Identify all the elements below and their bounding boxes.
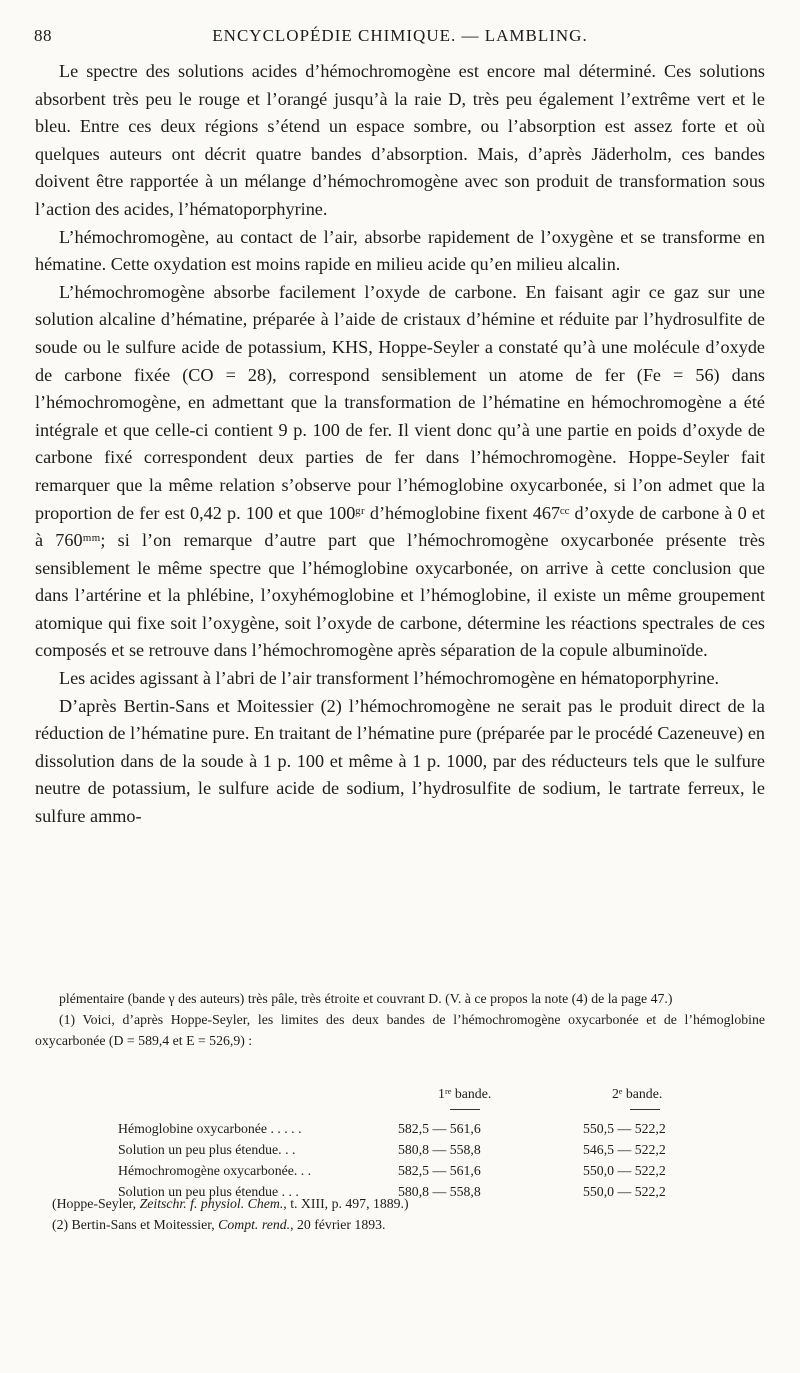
references	[52, 1193, 752, 1235]
reference-text: , 20 février 1893.	[290, 1217, 386, 1232]
row-label: Solution un peu plus étendue. . .	[118, 1142, 296, 1157]
band-2-value: 546,5 — 522,2	[583, 1142, 666, 1157]
page-number: 88	[34, 26, 52, 45]
header-rules	[118, 1104, 718, 1118]
header-rule	[630, 1109, 660, 1110]
row-label: Hémoglobine oxycarbonée . . . . .	[118, 1121, 302, 1136]
journal-title: Compt. rend.	[218, 1217, 291, 1232]
band-1-value: 582,5 — 561,6	[398, 1121, 481, 1136]
band-1-value: 582,5 — 561,6	[398, 1163, 481, 1178]
table-row	[118, 1139, 718, 1160]
column-header-band-2: 2ᵉ bande.	[612, 1086, 663, 1101]
band-2-value: 550,0 — 522,2	[583, 1184, 666, 1199]
header-rule	[450, 1109, 480, 1110]
running-title: ENCYCLOPÉDIE CHIMIQUE. — LAMBLING.	[212, 26, 588, 45]
table-row	[118, 1160, 718, 1181]
reference-text: (Hoppe-Seyler,	[52, 1196, 140, 1211]
paragraph: D’après Bertin-Sans et Moitessier (2) l’hémochromogène ne serait pas le produit direct de la réduction de l’hématine pure. En traitant de l’hématine pure (préparée par le procédé Cazeneuve) en dissolution dans de la soude à 1 p. 100 et même à 1 p. 1000, par des réducteurs tels que le sulfure neutre de potassium, le sulfure acide de sodium, l’hydrosulfite de sodium, le tartrate ferreux, le sulfure ammo-	[35, 695, 765, 827]
footnote-continuation: plémentaire (bande γ des auteurs) très pâle, très étroite et couvrant D. (V. à ce propos la note (4) de la page 47.)	[59, 991, 673, 1006]
footnotes	[35, 988, 765, 1051]
row-label: Hémochromogène oxycarbonée. . .	[118, 1163, 312, 1178]
paragraph: Les acides agissant à l’abri de l’air transforment l’hémochromogène en hématoporphyrine.	[59, 668, 720, 689]
band-limits-table	[118, 1083, 718, 1202]
footnote-1: (1) Voici, d’après Hoppe-Seyler, les limites des deux bandes de l’hémochromogène oxycarbonée et de l’hémoglobine oxycarbonée (D = 589,4 et E = 526,9) :	[35, 1012, 765, 1048]
band-2-value: 550,5 — 522,2	[583, 1121, 666, 1136]
table-row	[118, 1118, 718, 1139]
column-header-band-1: 1ʳᵉ bande.	[438, 1086, 492, 1101]
body-text	[35, 58, 765, 831]
page-header	[34, 26, 766, 52]
band-1-value: 580,8 — 558,8	[398, 1184, 481, 1199]
reference-text: (2) Bertin-Sans et Moitessier,	[52, 1217, 219, 1232]
paragraph: L’hémochromogène absorbe facilement l’oxyde de carbone. En faisant agir ce gaz sur une solution alcaline d’hématine, préparée à l’aide de cristaux d’hémine et réduite par l’hydrosulfite de soude ou le sulfure acide de potassium, KHS, Hoppe-Seyler a constaté qu’à une molécule d’oxyde de carbone fixée (CO = 28), correspond sensiblement un atome de fer (Fe = 56) dans l’hémochromogène, en admettant que la transformation de l’hématine en hémochromogène a été intégrale et que celle-ci contient 9 p. 100 de fer. Il vient donc qu’à une partie en poids d’oxyde de carbone fixé correspondent deux parties de fer dans l’hémochromogène. Hoppe-Seyler fait remarquer que la même relation s’observe pour l’hémoglobine oxycarbonée, si l’on admet que la proportion de fer est 0,42 p. 100 et que 100ᵍʳ d’hémoglobine fixent 467ᶜᶜ d’oxyde de carbone à 0 et à 760ᵐᵐ; si l’on remarque d’autre part que l’hémochromogène oxycarbonée présente très sensiblement le même spectre que l’hémoglobine oxycarbonée, on arrive à cette conclusion que dans l’artérine et la phlébine, l’oxyhémoglobine et l’hémoglobine, il existe un même groupement atomique qui fixe soit l’oxygène, soit l’oxyde de carbone, détermine les réactions spectrales de ces composés et se retrouve dans l’hémochromogène après séparation de la copule albuminoïde.	[35, 281, 765, 661]
row-label: Solution un peu plus étendue . . .	[118, 1184, 299, 1199]
reference-text: , t. XIII, p. 497, 1889.)	[283, 1196, 409, 1211]
paragraph: Le spectre des solutions acides d’hémochromogène est encore mal déterminé. Ces solutions absorbent très peu le rouge et l’orangé jusqu’à la raie D, très peu également l’extrême vert et le bleu. Entre ces deux régions s’étend un espace sombre, ou l’absorption est assez forte et où quelques auteurs ont décrit quatre bandes d’absorption. Mais, d’après Jäderholm, ces bandes doivent être rapportée à un mélange d’hémochromogène avec son produit de transformation sous l’action des acides, l’hématoporphyrine.	[35, 61, 765, 219]
paragraph: L’hémochromogène, au contact de l’air, absorbe rapidement de l’oxygène et se transforme en hématine. Cette oxydation est moins rapide en milieu acide qu’en milieu alcalin.	[35, 226, 765, 275]
band-2-value: 550,0 — 522,2	[583, 1163, 666, 1178]
reference-hoppe-seyler	[52, 1193, 752, 1214]
table-header	[118, 1083, 718, 1104]
reference-bertin-sans	[52, 1214, 752, 1235]
band-1-value: 580,8 — 558,8	[398, 1142, 481, 1157]
journal-title: Zeitschr. f. physiol. Chem.	[139, 1196, 284, 1211]
